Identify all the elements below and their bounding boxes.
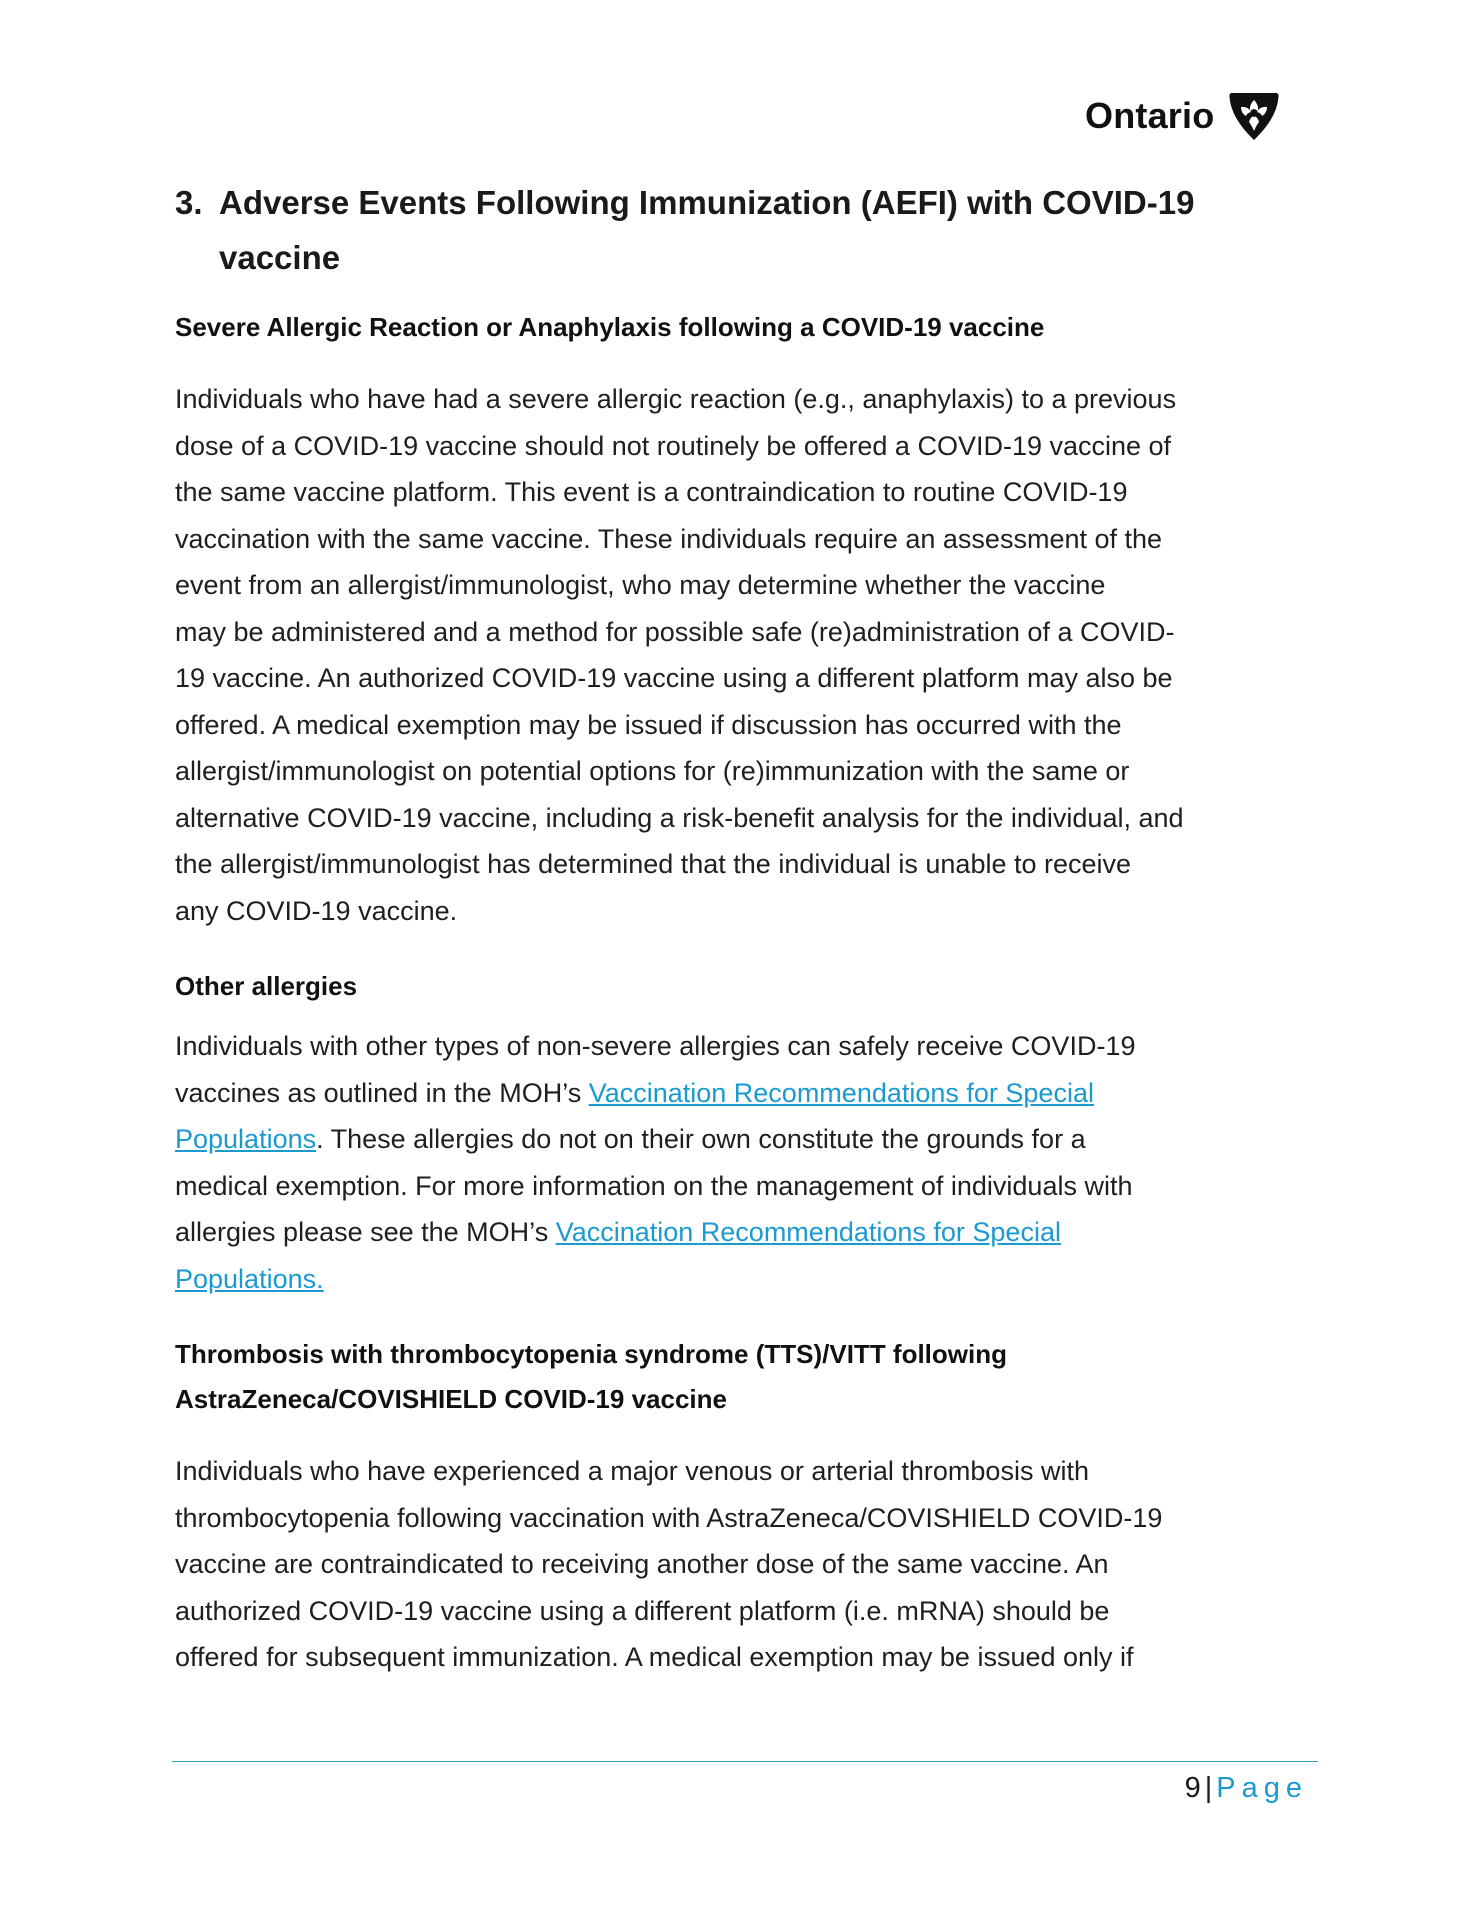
text-line: allergies please see the MOH’s: [175, 1217, 556, 1247]
vaccination-recommendations-link[interactable]: Vaccination Recommendations for Special Populations: [175, 1077, 1094, 1154]
text-line: . These allergies do not on their own constitute the grounds for a: [316, 1124, 1086, 1154]
text-line: Individuals who have experienced a major venous or arterial thrombosis with: [175, 1456, 1089, 1486]
text-line: vaccine are contraindicated to receiving another dose of the same vaccine. An: [175, 1549, 1109, 1579]
content-column: [175, 175, 1320, 1681]
text-line: dose of a COVID-19 vaccine should not routinely be offered a COVID-19 vaccine of: [175, 430, 1172, 461]
text-line: alternative COVID-19 vaccine, including a risk-benefit analysis for the individual, and: [175, 802, 1184, 833]
section-number: 3.: [175, 184, 203, 221]
page-footer: [1185, 1768, 1308, 1808]
anaphylaxis-heading: Severe Allergic Reaction or Anaphylaxis following a COVID-19 vaccine: [175, 312, 1045, 342]
section-title: Adverse Events Following Immunization (AEFI) with COVID-19 vaccine: [219, 184, 1195, 276]
other-allergies-paragraph: [175, 1023, 1320, 1302]
anaphylaxis-paragraph: [175, 376, 1320, 934]
text-line: Individuals who have had a severe allergic reaction (e.g., anaphylaxis) to a previous: [175, 384, 1177, 414]
section-heading: [175, 175, 1320, 285]
text-line: may be administered and a method for possible safe (re)administration of a COVID-: [175, 616, 1175, 647]
text-line: medical exemption. For more information on the management of individuals with: [175, 1170, 1133, 1201]
tts-heading: Thrombosis with thrombocytopenia syndrome (TTS)/VITT following AstraZeneca/COVISHIELD COVID-19 vaccine: [175, 1339, 1007, 1414]
text-line: event from an allergist/immunologist, who may determine whether the vaccine: [175, 570, 1106, 600]
page-separator: |: [1204, 1772, 1213, 1804]
text-line: offered for subsequent immunization. A medical exemption may be issued only if: [175, 1642, 1134, 1672]
text-line: authorized COVID-19 vaccine using a different platform (i.e. mRNA) should be: [175, 1595, 1110, 1626]
footer-divider: [172, 1761, 1318, 1762]
page-number: 9: [1184, 1772, 1201, 1804]
text-line: offered. A medical exemption may be issued if discussion has occurred with the: [175, 709, 1122, 740]
text-line: allergist/immunologist on potential options for (re)immunization with the same or: [175, 756, 1130, 786]
trillium-icon: [1226, 88, 1282, 144]
text-line: 19 vaccine. An authorized COVID-19 vaccine using a different platform may also be: [175, 663, 1173, 693]
text-line: vaccines as outlined in the MOH’s: [175, 1077, 589, 1108]
page-label: Page: [1216, 1772, 1308, 1804]
text-line: Individuals with other types of non-severe allergies can safely receive COVID-19: [175, 1031, 1136, 1061]
tts-paragraph: [175, 1448, 1320, 1681]
text-line: the allergist/immunologist has determined that the individual is unable to receive: [175, 849, 1132, 879]
logo-wordmark: Ontario: [1085, 95, 1215, 136]
text-line: the same vaccine platform. This event is a contraindication to routine COVID-19: [175, 477, 1128, 507]
other-allergies-heading: Other allergies: [175, 971, 358, 1001]
text-line: any COVID-19 vaccine.: [175, 895, 458, 926]
vaccination-recommendations-link-2[interactable]: Vaccination Recommendations for Special Populations.: [175, 1217, 1061, 1294]
text-line: vaccination with the same vaccine. These individuals require an assessment of the: [175, 523, 1163, 554]
text-line: thrombocytopenia following vaccination with AstraZeneca/COVISHIELD COVID-19: [175, 1502, 1163, 1533]
ontario-logo: [1085, 86, 1282, 146]
